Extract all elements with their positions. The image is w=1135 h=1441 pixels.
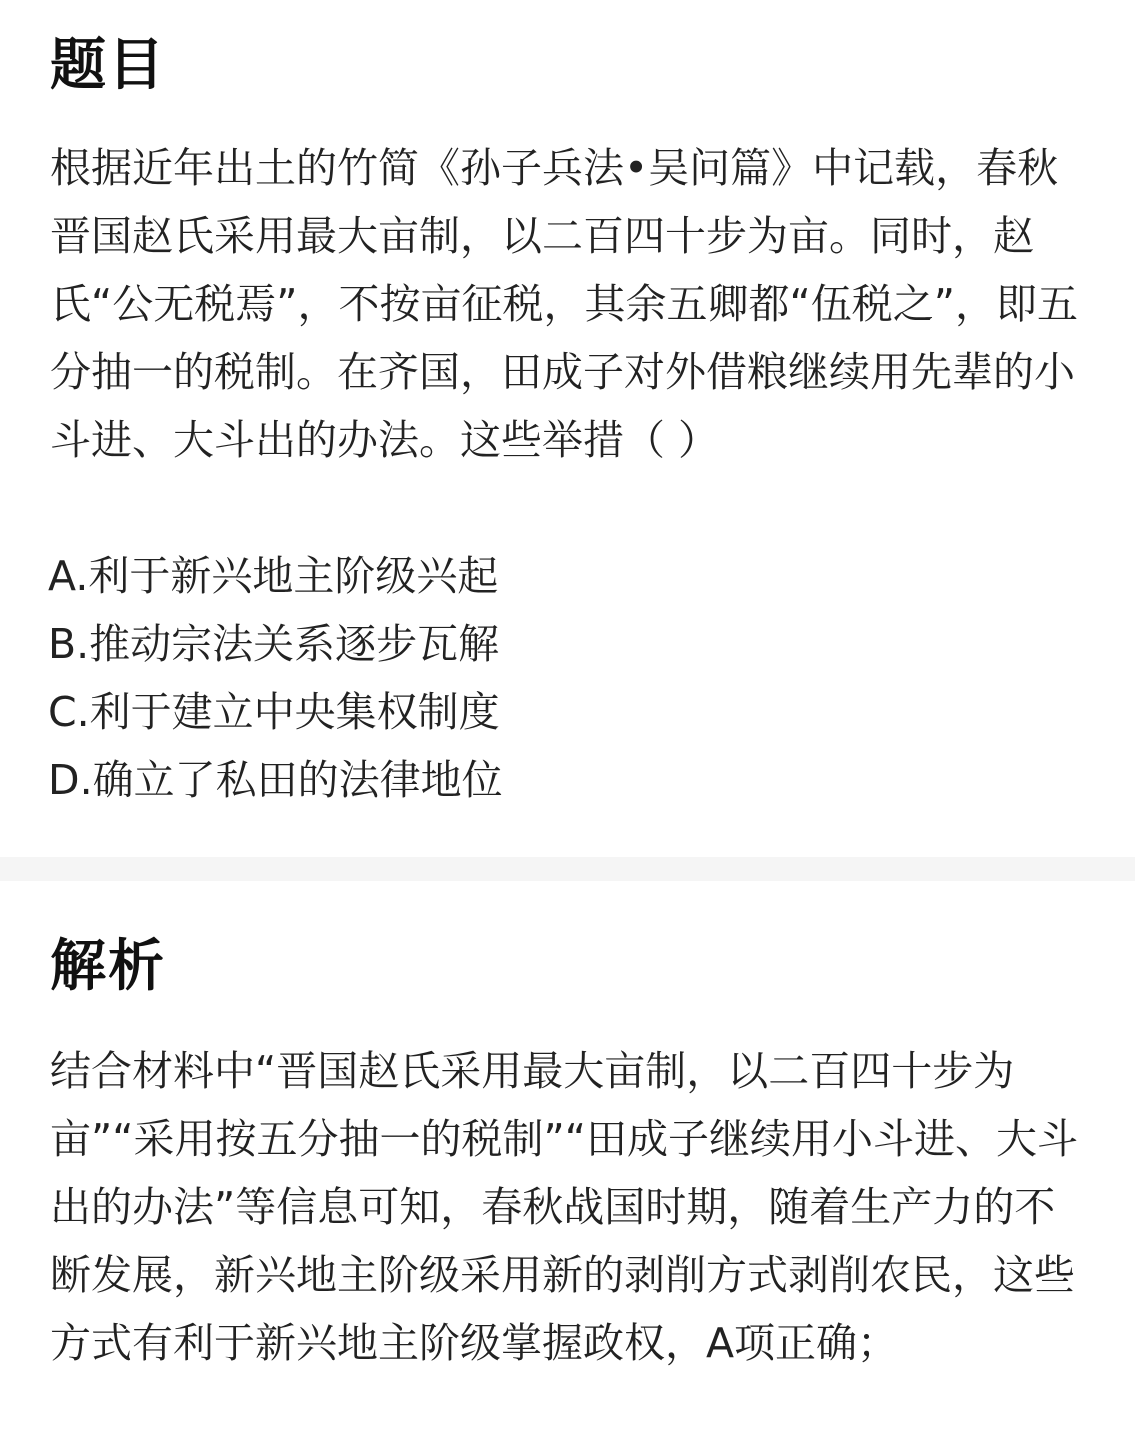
option-a[interactable]: A.利于新兴地主阶级兴起 bbox=[48, 552, 499, 600]
section-divider bbox=[0, 857, 1135, 881]
option-d[interactable]: D.确立了私田的法律地位 bbox=[48, 756, 503, 804]
question-text: 根据近年出土的竹简《孙子兵法•吴问篇》中记载，春秋晋国赵氏采用最大亩制，以二百四十步为亩。同时，赵氏“公无税焉”，不按亩征税，其余五卿都“伍税之”，即五分抽一的税制。在齐国，田成子对外借粮继续用先辈的小斗进、大斗出的办法。这些举措（ ） bbox=[50, 144, 1078, 464]
option-list bbox=[48, 542, 503, 814]
analysis-text: 结合材料中“晋国赵氏采用最大亩制，以二百四十步为亩”“采用按五分抽一的税制”“田成子继续用小斗进、大斗出的办法”等信息可知，春秋战国时期，随着生产力的不断发展，新兴地主阶级采用新的剥削方式剥削农民，这些方式有利于新兴地主阶级掌握政权，A项正确； bbox=[50, 1047, 1078, 1367]
analysis-section bbox=[0, 881, 1135, 1441]
question-heading: 题目 bbox=[50, 33, 166, 98]
option-b[interactable]: B.推动宗法关系逐步瓦解 bbox=[48, 620, 500, 668]
analysis-heading: 解析 bbox=[50, 934, 166, 999]
option-c[interactable]: C.利于建立中央集权制度 bbox=[48, 688, 500, 736]
